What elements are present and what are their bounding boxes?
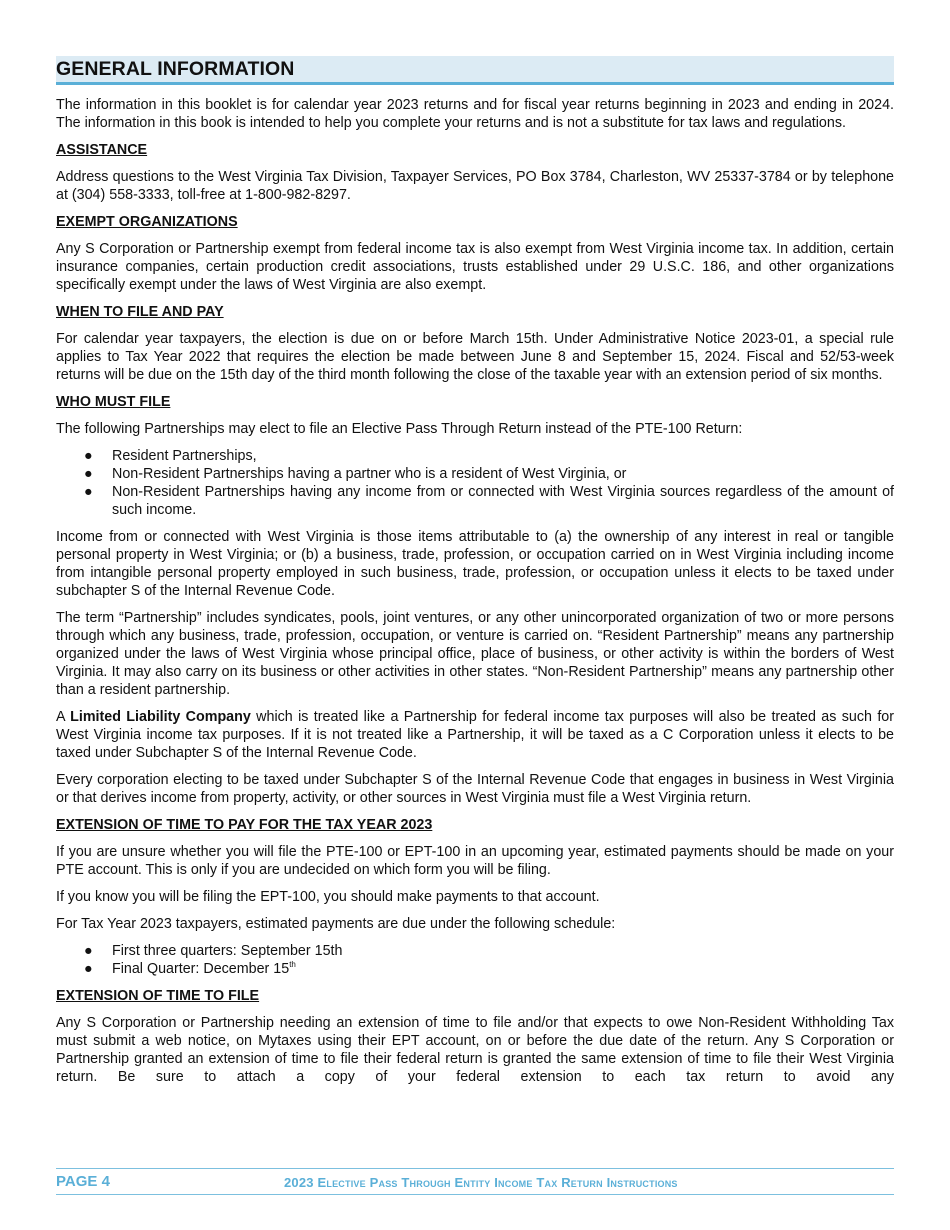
income-definition: Income from or connected with West Virginia is those items attributable to (a) the ownership of any interest in real or tangible personal property in West Virginia; or (b) a business, trade, profession, or occupation carried on in West Virginia including income from intangible personal property employed in such business, trade, profession, or occupation unless it elects to be taxed under subchapter S of the Internal Revenue Code. <box>56 529 894 599</box>
section-title-bar <box>56 56 894 85</box>
corporation-paragraph: Every corporation electing to be taxed under Subchapter S of the Internal Revenue Code that engages in business in West Virginia or that derives income from property, activity, or other sources in West Virginia must file a West Virginia return. <box>56 772 894 806</box>
payment-schedule-list <box>56 942 894 978</box>
partnership-types-list <box>56 447 894 519</box>
exempt-heading: EXEMPT ORGANIZATIONS <box>56 214 238 230</box>
bullet-icon: ● <box>84 961 93 977</box>
assistance-heading: ASSISTANCE <box>56 142 148 158</box>
extension-to-pay-p3: For Tax Year 2023 taxpayers, estimated payments are due under the following schedule: <box>56 916 616 932</box>
when-to-file-text: For calendar year taxpayers, the election is due on or before March 15th. Under Administrative Notice 2023-01, a special rule applies to Tax Year 2022 that requires the election be made between June 8 and September 15, 2024. Fiscal and 52/53-week returns will be due on the 15th day of the third month following the close of the taxable year with an extension period of six months. <box>56 331 894 383</box>
extension-to-pay-p2: If you know you will be filing the EPT-100, you should make payments to that account. <box>56 889 600 905</box>
extension-to-pay-p1: If you are unsure whether you will file the PTE-100 or EPT-100 in an upcoming year, estimated payments should be made on your PTE account. This is only if you are undecided on which form you will be filing. <box>56 844 894 878</box>
bullet-icon: ● <box>84 448 93 464</box>
page-title: GENERAL INFORMATION <box>56 58 295 80</box>
bullet-icon: ● <box>84 484 93 500</box>
bullet-icon: ● <box>84 943 93 959</box>
who-must-file-lead: The following Partnerships may elect to file an Elective Pass Through Return instead of the PTE-100 Return: <box>56 421 743 437</box>
page-footer <box>56 1168 894 1195</box>
llc-term: Limited Liability Company <box>70 709 251 725</box>
list-item: ● Final Quarter: December 15th <box>84 960 296 977</box>
page-content <box>56 56 894 1095</box>
llc-paragraph: A Limited Liability Company which is treated like a Partnership for federal income tax purposes will also be treated as such for West Virginia income tax purposes. If it is not treated like a Partnership, it will be taxed as a C Corporation unless it elects to be taxed under Subchapter S of the Internal Revenue Code. <box>56 709 895 761</box>
footer-title: 2023 Elective Pass Through Entity Income Tax Return Instructions <box>284 1175 678 1190</box>
list-item: ● First three quarters: September 15th <box>84 943 343 959</box>
who-must-file-heading: WHO MUST FILE <box>56 394 171 410</box>
when-to-file-heading: WHEN TO FILE AND PAY <box>56 304 224 320</box>
extension-to-file-heading: EXTENSION OF TIME TO FILE <box>56 988 260 1004</box>
partnership-definition: The term “Partnership” includes syndicates, pools, joint ventures, or any other unincorporated organization of two or more persons through which any business, trade, profession, occupation, or venture is carried on. “Resident Partnership” means any partnership organized under the laws of West Virginia whose principal office, place of business, or other activity is within the borders of West Virginia. It may also carry on its business or other activities in other states. “Non-Resident Partnership” means any partnership other than a resident partnership. <box>56 610 894 698</box>
exempt-text: Any S Corporation or Partnership exempt from federal income tax is also exempt from West Virginia income tax. In addition, certain insurance companies, certain production credit associations, trusts established under 29 U.S.C. 186, and other organizations specifically exempt under the laws of West Virginia are also exempt. <box>56 241 894 293</box>
extension-to-pay-heading: EXTENSION OF TIME TO PAY FOR THE TAX YEAR 2023 <box>56 817 433 833</box>
intro-paragraph: The information in this booklet is for calendar year 2023 returns and for fiscal year returns beginning in 2023 and ending in 2024. The information in this book is intended to help you complete your returns and is not a substitute for tax laws and regulations. <box>56 97 894 131</box>
list-item: ● Non-Resident Partnerships having a partner who is a resident of West Virginia, or <box>84 466 627 482</box>
assistance-text: Address questions to the West Virginia Tax Division, Taxpayer Services, PO Box 3784, Charleston, WV 25337-3784 or by telephone at (304) 558-3333, toll-free at 1-800-982-8297. <box>56 169 894 203</box>
extension-to-file-text: Any S Corporation or Partnership needing an extension of time to file and/or that expects to owe Non-Resident Withholding Tax must submit a web notice, on Mytaxes using their EPT account, on or before the due date of the return. Any S Corporation or Partnership granted an extension of time to file their federal return is granted the same extension of time to file their West Virginia return. Be sure to attach a copy of your federal extension to each tax return to avoid any <box>56 1015 894 1085</box>
list-item: ● Non-Resident Partnerships having any income from or connected with West Virginia sources regardless of the amount of such income. <box>84 484 894 518</box>
bullet-icon: ● <box>84 466 93 482</box>
list-item: ● Resident Partnerships, <box>84 448 257 464</box>
page-number: PAGE 4 <box>56 1173 110 1190</box>
